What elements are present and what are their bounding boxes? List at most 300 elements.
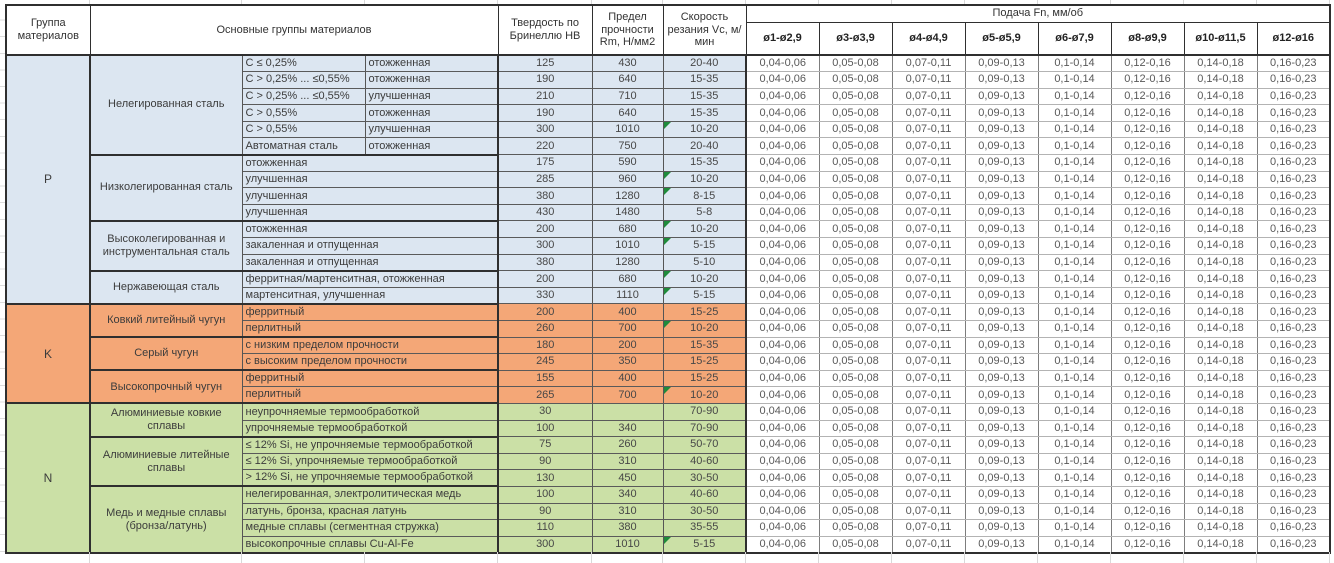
feed-value-2[interactable]: 0,07-0,11 xyxy=(892,520,965,537)
feed-value-4[interactable]: 0,1-0,14 xyxy=(1038,155,1111,172)
hb-value[interactable]: 300 xyxy=(498,121,592,138)
header-feed-diameter-1[interactable]: ø3-ø3,9 xyxy=(819,22,892,55)
header-feed-diameter-5[interactable]: ø8-ø9,9 xyxy=(1111,22,1184,55)
material-detail[interactable]: перлитный xyxy=(242,321,498,338)
feed-value-6[interactable]: 0,14-0,18 xyxy=(1184,520,1257,537)
feed-value-1[interactable]: 0,05-0,08 xyxy=(819,520,892,537)
header-main-material-groups[interactable]: Основные группы материалов xyxy=(90,5,498,55)
feed-value-0[interactable]: 0,04-0,06 xyxy=(746,437,819,454)
rm-value[interactable]: 1480 xyxy=(592,204,663,221)
feed-value-3[interactable]: 0,09-0,13 xyxy=(965,72,1038,89)
feed-value-5[interactable]: 0,12-0,16 xyxy=(1111,238,1184,255)
feed-value-1[interactable]: 0,05-0,08 xyxy=(819,105,892,122)
feed-value-5[interactable]: 0,12-0,16 xyxy=(1111,188,1184,205)
vc-value[interactable]: 30-50 xyxy=(663,503,746,520)
vc-value[interactable]: 5-15 xyxy=(663,536,746,553)
feed-value-0[interactable]: 0,04-0,06 xyxy=(746,470,819,487)
feed-value-7[interactable]: 0,16-0,23 xyxy=(1257,370,1330,387)
material-detail[interactable]: неупрочняемые термообработкой xyxy=(242,403,498,420)
feed-value-2[interactable]: 0,07-0,11 xyxy=(892,420,965,437)
material-detail[interactable]: медные сплавы (сегментная стружка) xyxy=(242,520,498,537)
feed-value-5[interactable]: 0,12-0,16 xyxy=(1111,370,1184,387)
subgroup-name[interactable]: Алюминиевые литейные сплавы xyxy=(90,437,242,487)
header-feed-diameter-0[interactable]: ø1-ø2,9 xyxy=(746,22,819,55)
hb-value[interactable]: 110 xyxy=(498,520,592,537)
hb-value[interactable]: 245 xyxy=(498,354,592,371)
feed-value-6[interactable]: 0,14-0,18 xyxy=(1184,221,1257,238)
feed-value-4[interactable]: 0,1-0,14 xyxy=(1038,204,1111,221)
feed-value-7[interactable]: 0,16-0,23 xyxy=(1257,503,1330,520)
material-detail[interactable]: мартенситная, улучшенная xyxy=(242,287,498,304)
feed-value-7[interactable]: 0,16-0,23 xyxy=(1257,72,1330,89)
feed-value-3[interactable]: 0,09-0,13 xyxy=(965,486,1038,503)
hb-value[interactable]: 220 xyxy=(498,138,592,155)
feed-value-3[interactable]: 0,09-0,13 xyxy=(965,304,1038,321)
vc-value[interactable]: 5-8 xyxy=(663,204,746,221)
material-detail[interactable]: C > 0,25% ... ≤0,55% xyxy=(242,88,365,105)
feed-value-4[interactable]: 0,1-0,14 xyxy=(1038,221,1111,238)
feed-value-3[interactable]: 0,09-0,13 xyxy=(965,105,1038,122)
feed-value-3[interactable]: 0,09-0,13 xyxy=(965,55,1038,72)
feed-value-6[interactable]: 0,14-0,18 xyxy=(1184,138,1257,155)
header-feed-diameter-2[interactable]: ø4-ø4,9 xyxy=(892,22,965,55)
feed-value-7[interactable]: 0,16-0,23 xyxy=(1257,437,1330,454)
rm-value[interactable]: 200 xyxy=(592,337,663,354)
material-condition[interactable]: отожженная xyxy=(365,105,498,122)
feed-value-6[interactable]: 0,14-0,18 xyxy=(1184,287,1257,304)
feed-value-3[interactable]: 0,09-0,13 xyxy=(965,271,1038,288)
feed-value-0[interactable]: 0,04-0,06 xyxy=(746,304,819,321)
feed-value-3[interactable]: 0,09-0,13 xyxy=(965,138,1038,155)
feed-value-1[interactable]: 0,05-0,08 xyxy=(819,536,892,553)
feed-value-5[interactable]: 0,12-0,16 xyxy=(1111,453,1184,470)
feed-value-4[interactable]: 0,1-0,14 xyxy=(1038,238,1111,255)
feed-value-0[interactable]: 0,04-0,06 xyxy=(746,453,819,470)
feed-value-0[interactable]: 0,04-0,06 xyxy=(746,221,819,238)
feed-value-6[interactable]: 0,14-0,18 xyxy=(1184,155,1257,172)
feed-value-1[interactable]: 0,05-0,08 xyxy=(819,221,892,238)
rm-value[interactable]: 310 xyxy=(592,453,663,470)
material-detail[interactable]: перлитный xyxy=(242,387,498,404)
material-detail[interactable]: ферритная/мартенситная, отожженная xyxy=(242,271,498,288)
hb-value[interactable]: 380 xyxy=(498,254,592,271)
material-detail[interactable]: C ≤ 0,25% xyxy=(242,55,365,72)
feed-value-3[interactable]: 0,09-0,13 xyxy=(965,520,1038,537)
feed-value-6[interactable]: 0,14-0,18 xyxy=(1184,105,1257,122)
hb-value[interactable]: 180 xyxy=(498,337,592,354)
material-detail[interactable]: с низким пределом прочности xyxy=(242,337,498,354)
feed-value-5[interactable]: 0,12-0,16 xyxy=(1111,337,1184,354)
hb-value[interactable]: 100 xyxy=(498,486,592,503)
feed-value-7[interactable]: 0,16-0,23 xyxy=(1257,354,1330,371)
feed-value-1[interactable]: 0,05-0,08 xyxy=(819,387,892,404)
feed-value-2[interactable]: 0,07-0,11 xyxy=(892,221,965,238)
feed-value-5[interactable]: 0,12-0,16 xyxy=(1111,55,1184,72)
feed-value-7[interactable]: 0,16-0,23 xyxy=(1257,271,1330,288)
feed-value-5[interactable]: 0,12-0,16 xyxy=(1111,105,1184,122)
feed-value-5[interactable]: 0,12-0,16 xyxy=(1111,304,1184,321)
feed-value-5[interactable]: 0,12-0,16 xyxy=(1111,72,1184,89)
feed-value-5[interactable]: 0,12-0,16 xyxy=(1111,420,1184,437)
vc-value[interactable]: 15-35 xyxy=(663,88,746,105)
feed-value-1[interactable]: 0,05-0,08 xyxy=(819,503,892,520)
material-detail[interactable]: улучшенная xyxy=(242,171,498,188)
feed-value-4[interactable]: 0,1-0,14 xyxy=(1038,88,1111,105)
header-feed-diameter-6[interactable]: ø10-ø11,5 xyxy=(1184,22,1257,55)
hb-value[interactable]: 265 xyxy=(498,387,592,404)
hb-value[interactable]: 300 xyxy=(498,536,592,553)
feed-value-1[interactable]: 0,05-0,08 xyxy=(819,238,892,255)
rm-value[interactable]: 430 xyxy=(592,55,663,72)
vc-value[interactable]: 15-35 xyxy=(663,105,746,122)
vc-value[interactable]: 70-90 xyxy=(663,420,746,437)
feed-value-1[interactable]: 0,05-0,08 xyxy=(819,72,892,89)
rm-value[interactable]: 700 xyxy=(592,321,663,338)
hb-value[interactable]: 300 xyxy=(498,238,592,255)
feed-value-0[interactable]: 0,04-0,06 xyxy=(746,370,819,387)
feed-value-0[interactable]: 0,04-0,06 xyxy=(746,188,819,205)
feed-value-5[interactable]: 0,12-0,16 xyxy=(1111,536,1184,553)
material-detail[interactable]: нелегированная, электролитическая медь xyxy=(242,486,498,503)
feed-value-2[interactable]: 0,07-0,11 xyxy=(892,171,965,188)
feed-value-1[interactable]: 0,05-0,08 xyxy=(819,287,892,304)
feed-value-7[interactable]: 0,16-0,23 xyxy=(1257,536,1330,553)
feed-value-5[interactable]: 0,12-0,16 xyxy=(1111,221,1184,238)
feed-value-0[interactable]: 0,04-0,06 xyxy=(746,238,819,255)
feed-value-7[interactable]: 0,16-0,23 xyxy=(1257,403,1330,420)
feed-value-1[interactable]: 0,05-0,08 xyxy=(819,370,892,387)
vc-value[interactable]: 5-10 xyxy=(663,254,746,271)
vc-value[interactable]: 5-15 xyxy=(663,238,746,255)
hb-value[interactable]: 90 xyxy=(498,453,592,470)
feed-value-1[interactable]: 0,05-0,08 xyxy=(819,155,892,172)
material-detail[interactable]: ферритный xyxy=(242,304,498,321)
feed-value-2[interactable]: 0,07-0,11 xyxy=(892,254,965,271)
feed-value-7[interactable]: 0,16-0,23 xyxy=(1257,155,1330,172)
feed-value-2[interactable]: 0,07-0,11 xyxy=(892,121,965,138)
hb-value[interactable]: 125 xyxy=(498,55,592,72)
feed-value-2[interactable]: 0,07-0,11 xyxy=(892,138,965,155)
feed-value-6[interactable]: 0,14-0,18 xyxy=(1184,271,1257,288)
feed-value-3[interactable]: 0,09-0,13 xyxy=(965,403,1038,420)
rm-value[interactable]: 340 xyxy=(592,420,663,437)
group-letter-K[interactable]: K xyxy=(6,304,90,404)
subgroup-name[interactable]: Нелегированная сталь xyxy=(90,55,242,155)
feed-value-2[interactable]: 0,07-0,11 xyxy=(892,238,965,255)
hb-value[interactable]: 210 xyxy=(498,88,592,105)
feed-value-3[interactable]: 0,09-0,13 xyxy=(965,337,1038,354)
feed-value-7[interactable]: 0,16-0,23 xyxy=(1257,520,1330,537)
feed-value-1[interactable]: 0,05-0,08 xyxy=(819,88,892,105)
feed-value-1[interactable]: 0,05-0,08 xyxy=(819,337,892,354)
header-material-group[interactable]: Группа материалов xyxy=(6,5,90,55)
feed-value-5[interactable]: 0,12-0,16 xyxy=(1111,403,1184,420)
feed-value-7[interactable]: 0,16-0,23 xyxy=(1257,138,1330,155)
feed-value-1[interactable]: 0,05-0,08 xyxy=(819,403,892,420)
feed-value-5[interactable]: 0,12-0,16 xyxy=(1111,204,1184,221)
feed-value-6[interactable]: 0,14-0,18 xyxy=(1184,238,1257,255)
hb-value[interactable]: 380 xyxy=(498,188,592,205)
feed-value-7[interactable]: 0,16-0,23 xyxy=(1257,321,1330,338)
vc-value[interactable]: 30-50 xyxy=(663,470,746,487)
subgroup-name[interactable]: Медь и медные сплавы (бронза/латунь) xyxy=(90,486,242,552)
hb-value[interactable]: 200 xyxy=(498,221,592,238)
feed-value-4[interactable]: 0,1-0,14 xyxy=(1038,403,1111,420)
feed-value-2[interactable]: 0,07-0,11 xyxy=(892,88,965,105)
feed-value-0[interactable]: 0,04-0,06 xyxy=(746,354,819,371)
feed-value-2[interactable]: 0,07-0,11 xyxy=(892,370,965,387)
feed-value-6[interactable]: 0,14-0,18 xyxy=(1184,486,1257,503)
feed-value-6[interactable]: 0,14-0,18 xyxy=(1184,470,1257,487)
feed-value-5[interactable]: 0,12-0,16 xyxy=(1111,387,1184,404)
rm-value[interactable]: 1010 xyxy=(592,121,663,138)
feed-value-3[interactable]: 0,09-0,13 xyxy=(965,470,1038,487)
vc-value[interactable]: 40-60 xyxy=(663,453,746,470)
feed-value-0[interactable]: 0,04-0,06 xyxy=(746,171,819,188)
vc-value[interactable]: 50-70 xyxy=(663,437,746,454)
hb-value[interactable]: 155 xyxy=(498,370,592,387)
feed-value-1[interactable]: 0,05-0,08 xyxy=(819,437,892,454)
feed-value-0[interactable]: 0,04-0,06 xyxy=(746,204,819,221)
header-brinell-hardness[interactable]: Твердость по Бринеллю HB xyxy=(498,5,592,55)
rm-value[interactable]: 260 xyxy=(592,437,663,454)
material-detail[interactable]: упрочняемые термообработкой xyxy=(242,420,498,437)
feed-value-0[interactable]: 0,04-0,06 xyxy=(746,503,819,520)
feed-value-4[interactable]: 0,1-0,14 xyxy=(1038,121,1111,138)
material-condition[interactable]: улучшенная xyxy=(365,88,498,105)
feed-value-1[interactable]: 0,05-0,08 xyxy=(819,171,892,188)
feed-value-4[interactable]: 0,1-0,14 xyxy=(1038,171,1111,188)
material-detail[interactable]: C > 0,55% xyxy=(242,105,365,122)
feed-value-4[interactable]: 0,1-0,14 xyxy=(1038,470,1111,487)
feed-value-1[interactable]: 0,05-0,08 xyxy=(819,453,892,470)
feed-value-6[interactable]: 0,14-0,18 xyxy=(1184,204,1257,221)
feed-value-0[interactable]: 0,04-0,06 xyxy=(746,486,819,503)
material-detail[interactable]: улучшенная xyxy=(242,204,498,221)
feed-value-4[interactable]: 0,1-0,14 xyxy=(1038,55,1111,72)
vc-value[interactable]: 15-25 xyxy=(663,354,746,371)
header-cutting-speed[interactable]: Скорость резания Vc, м/мин xyxy=(663,5,746,55)
rm-value[interactable]: 680 xyxy=(592,271,663,288)
feed-value-0[interactable]: 0,04-0,06 xyxy=(746,420,819,437)
rm-value[interactable]: 1110 xyxy=(592,287,663,304)
feed-value-7[interactable]: 0,16-0,23 xyxy=(1257,238,1330,255)
feed-value-2[interactable]: 0,07-0,11 xyxy=(892,321,965,338)
feed-value-6[interactable]: 0,14-0,18 xyxy=(1184,188,1257,205)
feed-value-3[interactable]: 0,09-0,13 xyxy=(965,238,1038,255)
hb-value[interactable]: 330 xyxy=(498,287,592,304)
feed-value-0[interactable]: 0,04-0,06 xyxy=(746,88,819,105)
vc-value[interactable]: 15-35 xyxy=(663,155,746,172)
material-condition[interactable]: отожженная xyxy=(365,55,498,72)
rm-value[interactable]: 1280 xyxy=(592,188,663,205)
hb-value[interactable]: 190 xyxy=(498,105,592,122)
feed-value-7[interactable]: 0,16-0,23 xyxy=(1257,204,1330,221)
feed-value-1[interactable]: 0,05-0,08 xyxy=(819,354,892,371)
material-detail[interactable]: > 12% Si, не упрочняемые термообработкой xyxy=(242,470,498,487)
feed-value-2[interactable]: 0,07-0,11 xyxy=(892,204,965,221)
feed-value-6[interactable]: 0,14-0,18 xyxy=(1184,453,1257,470)
feed-value-2[interactable]: 0,07-0,11 xyxy=(892,453,965,470)
feed-value-4[interactable]: 0,1-0,14 xyxy=(1038,536,1111,553)
feed-value-1[interactable]: 0,05-0,08 xyxy=(819,254,892,271)
feed-value-2[interactable]: 0,07-0,11 xyxy=(892,486,965,503)
feed-value-4[interactable]: 0,1-0,14 xyxy=(1038,437,1111,454)
vc-value[interactable]: 40-60 xyxy=(663,486,746,503)
feed-value-7[interactable]: 0,16-0,23 xyxy=(1257,287,1330,304)
rm-value[interactable]: 1280 xyxy=(592,254,663,271)
feed-value-6[interactable]: 0,14-0,18 xyxy=(1184,370,1257,387)
material-condition[interactable]: отожженная xyxy=(365,72,498,89)
feed-value-3[interactable]: 0,09-0,13 xyxy=(965,171,1038,188)
vc-value[interactable]: 15-35 xyxy=(663,72,746,89)
hb-value[interactable]: 100 xyxy=(498,420,592,437)
feed-value-0[interactable]: 0,04-0,06 xyxy=(746,72,819,89)
feed-value-3[interactable]: 0,09-0,13 xyxy=(965,254,1038,271)
feed-value-6[interactable]: 0,14-0,18 xyxy=(1184,304,1257,321)
feed-value-5[interactable]: 0,12-0,16 xyxy=(1111,321,1184,338)
feed-value-3[interactable]: 0,09-0,13 xyxy=(965,503,1038,520)
material-detail[interactable]: отожженная xyxy=(242,155,498,172)
feed-value-6[interactable]: 0,14-0,18 xyxy=(1184,321,1257,338)
feed-value-7[interactable]: 0,16-0,23 xyxy=(1257,304,1330,321)
feed-value-0[interactable]: 0,04-0,06 xyxy=(746,287,819,304)
rm-value[interactable]: 700 xyxy=(592,387,663,404)
material-detail[interactable]: закаленная и отпущенная xyxy=(242,254,498,271)
hb-value[interactable]: 430 xyxy=(498,204,592,221)
feed-value-2[interactable]: 0,07-0,11 xyxy=(892,271,965,288)
material-detail[interactable]: ≤ 12% Si, не упрочняемые термообработкой xyxy=(242,437,498,454)
feed-value-5[interactable]: 0,12-0,16 xyxy=(1111,254,1184,271)
rm-value[interactable]: 710 xyxy=(592,88,663,105)
feed-value-2[interactable]: 0,07-0,11 xyxy=(892,155,965,172)
feed-value-3[interactable]: 0,09-0,13 xyxy=(965,370,1038,387)
feed-value-3[interactable]: 0,09-0,13 xyxy=(965,121,1038,138)
feed-value-3[interactable]: 0,09-0,13 xyxy=(965,287,1038,304)
vc-value[interactable]: 10-20 xyxy=(663,221,746,238)
feed-value-4[interactable]: 0,1-0,14 xyxy=(1038,254,1111,271)
feed-value-4[interactable]: 0,1-0,14 xyxy=(1038,420,1111,437)
feed-value-1[interactable]: 0,05-0,08 xyxy=(819,271,892,288)
feed-value-5[interactable]: 0,12-0,16 xyxy=(1111,271,1184,288)
group-letter-P[interactable]: P xyxy=(6,55,90,304)
feed-value-5[interactable]: 0,12-0,16 xyxy=(1111,437,1184,454)
feed-value-3[interactable]: 0,09-0,13 xyxy=(965,387,1038,404)
header-tensile-strength[interactable]: Предел прочности Rm, Н/мм2 xyxy=(592,5,663,55)
feed-value-2[interactable]: 0,07-0,11 xyxy=(892,403,965,420)
material-detail[interactable]: C > 0,55% xyxy=(242,121,365,138)
feed-value-1[interactable]: 0,05-0,08 xyxy=(819,121,892,138)
feed-value-6[interactable]: 0,14-0,18 xyxy=(1184,254,1257,271)
subgroup-name[interactable]: Высоколегированная и инструментальная сталь xyxy=(90,221,242,271)
material-detail[interactable]: улучшенная xyxy=(242,188,498,205)
feed-value-4[interactable]: 0,1-0,14 xyxy=(1038,72,1111,89)
feed-value-4[interactable]: 0,1-0,14 xyxy=(1038,321,1111,338)
feed-value-5[interactable]: 0,12-0,16 xyxy=(1111,520,1184,537)
material-detail[interactable]: закаленная и отпущенная xyxy=(242,238,498,255)
subgroup-name[interactable]: Алюминиевые ковкие сплавы xyxy=(90,403,242,436)
feed-value-1[interactable]: 0,05-0,08 xyxy=(819,420,892,437)
rm-value[interactable]: 590 xyxy=(592,155,663,172)
rm-value[interactable]: 960 xyxy=(592,171,663,188)
vc-value[interactable]: 10-20 xyxy=(663,271,746,288)
feed-value-5[interactable]: 0,12-0,16 xyxy=(1111,121,1184,138)
subgroup-name[interactable]: Ковкий литейный чугун xyxy=(90,304,242,337)
feed-value-7[interactable]: 0,16-0,23 xyxy=(1257,55,1330,72)
feed-value-6[interactable]: 0,14-0,18 xyxy=(1184,403,1257,420)
feed-value-5[interactable]: 0,12-0,16 xyxy=(1111,503,1184,520)
rm-value[interactable]: 1010 xyxy=(592,536,663,553)
rm-value[interactable]: 400 xyxy=(592,370,663,387)
subgroup-name[interactable]: Высокопрочный чугун xyxy=(90,370,242,403)
vc-value[interactable]: 20-40 xyxy=(663,55,746,72)
feed-value-5[interactable]: 0,12-0,16 xyxy=(1111,171,1184,188)
feed-value-2[interactable]: 0,07-0,11 xyxy=(892,470,965,487)
feed-value-0[interactable]: 0,04-0,06 xyxy=(746,121,819,138)
material-detail[interactable]: отожженная xyxy=(242,221,498,238)
header-feed-diameter-4[interactable]: ø6-ø7,9 xyxy=(1038,22,1111,55)
feed-value-1[interactable]: 0,05-0,08 xyxy=(819,470,892,487)
feed-value-3[interactable]: 0,09-0,13 xyxy=(965,420,1038,437)
rm-value[interactable]: 310 xyxy=(592,503,663,520)
feed-value-4[interactable]: 0,1-0,14 xyxy=(1038,304,1111,321)
feed-value-6[interactable]: 0,14-0,18 xyxy=(1184,72,1257,89)
feed-value-3[interactable]: 0,09-0,13 xyxy=(965,536,1038,553)
feed-value-7[interactable]: 0,16-0,23 xyxy=(1257,254,1330,271)
feed-value-0[interactable]: 0,04-0,06 xyxy=(746,536,819,553)
feed-value-2[interactable]: 0,07-0,11 xyxy=(892,304,965,321)
feed-value-7[interactable]: 0,16-0,23 xyxy=(1257,105,1330,122)
feed-value-6[interactable]: 0,14-0,18 xyxy=(1184,420,1257,437)
feed-value-2[interactable]: 0,07-0,11 xyxy=(892,287,965,304)
feed-value-6[interactable]: 0,14-0,18 xyxy=(1184,387,1257,404)
feed-value-4[interactable]: 0,1-0,14 xyxy=(1038,105,1111,122)
vc-value[interactable]: 15-25 xyxy=(663,304,746,321)
feed-value-1[interactable]: 0,05-0,08 xyxy=(819,55,892,72)
vc-value[interactable]: 8-15 xyxy=(663,188,746,205)
vc-value[interactable]: 10-20 xyxy=(663,387,746,404)
feed-value-4[interactable]: 0,1-0,14 xyxy=(1038,337,1111,354)
hb-value[interactable]: 285 xyxy=(498,171,592,188)
feed-value-7[interactable]: 0,16-0,23 xyxy=(1257,470,1330,487)
rm-value[interactable]: 750 xyxy=(592,138,663,155)
feed-value-7[interactable]: 0,16-0,23 xyxy=(1257,171,1330,188)
feed-value-5[interactable]: 0,12-0,16 xyxy=(1111,88,1184,105)
subgroup-name[interactable]: Серый чугун xyxy=(90,337,242,370)
feed-value-0[interactable]: 0,04-0,06 xyxy=(746,321,819,338)
material-detail[interactable]: ≤ 12% Si, упрочняемые термообработкой xyxy=(242,453,498,470)
hb-value[interactable]: 130 xyxy=(498,470,592,487)
feed-value-4[interactable]: 0,1-0,14 xyxy=(1038,138,1111,155)
feed-value-4[interactable]: 0,1-0,14 xyxy=(1038,370,1111,387)
feed-value-7[interactable]: 0,16-0,23 xyxy=(1257,188,1330,205)
feed-value-1[interactable]: 0,05-0,08 xyxy=(819,304,892,321)
feed-value-5[interactable]: 0,12-0,16 xyxy=(1111,354,1184,371)
rm-value[interactable]: 350 xyxy=(592,354,663,371)
feed-value-7[interactable]: 0,16-0,23 xyxy=(1257,121,1330,138)
feed-value-6[interactable]: 0,14-0,18 xyxy=(1184,121,1257,138)
feed-value-3[interactable]: 0,09-0,13 xyxy=(965,354,1038,371)
feed-value-5[interactable]: 0,12-0,16 xyxy=(1111,138,1184,155)
feed-value-2[interactable]: 0,07-0,11 xyxy=(892,536,965,553)
feed-value-6[interactable]: 0,14-0,18 xyxy=(1184,536,1257,553)
feed-value-7[interactable]: 0,16-0,23 xyxy=(1257,221,1330,238)
rm-value[interactable] xyxy=(592,403,663,420)
vc-value[interactable]: 5-15 xyxy=(663,287,746,304)
material-condition[interactable]: улучшенная xyxy=(365,121,498,138)
hb-value[interactable]: 175 xyxy=(498,155,592,172)
feed-value-3[interactable]: 0,09-0,13 xyxy=(965,155,1038,172)
